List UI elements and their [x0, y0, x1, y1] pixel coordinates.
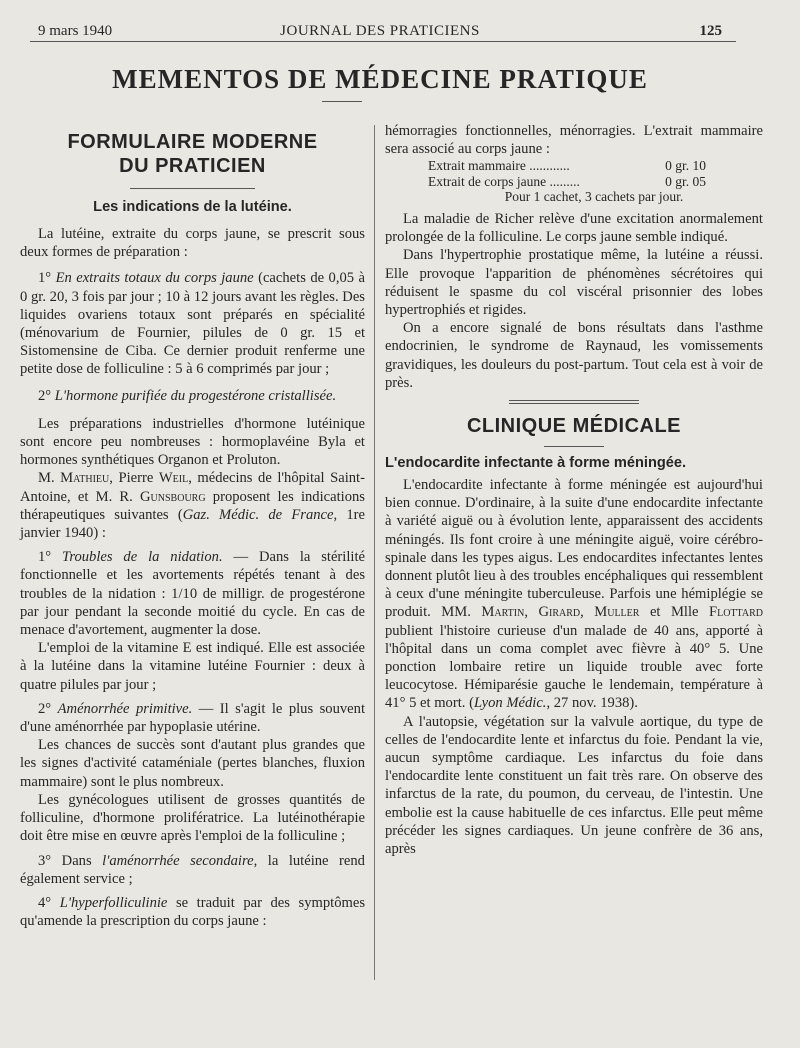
title-underline: [322, 101, 362, 102]
text: La maladie de: [403, 210, 490, 227]
paragraph: [385, 319, 763, 392]
paragraph: [385, 210, 763, 246]
section-rule: [544, 446, 604, 447]
paragraph-text: Les préparations industrielles d'hormone lutéinique sont encore peu nombreuses : hormoplavéine Byla et hormones synthétiques Organon et Proluton.: [20, 415, 365, 469]
paragraph-text: On a encore signalé de bons résultats dans l'asthme endocrinien, le syndrome de Raynaud, les vomissements gravidiques, les douleurs du post-partum. Tout cela est à voir de près.: [385, 320, 763, 391]
paragraph: [20, 387, 365, 405]
prescription-block: [385, 158, 763, 205]
paragraph: [20, 469, 365, 542]
running-header: [38, 21, 722, 41]
author-name: Muller: [594, 604, 640, 621]
paragraph: [20, 791, 365, 846]
paragraph: [20, 736, 365, 791]
header-journal-title: JOURNAL DES PRATICIENS: [280, 23, 480, 39]
paragraph: [385, 713, 763, 859]
text: M.: [38, 470, 55, 487]
citation: Gaz. Médic. de France: [182, 506, 334, 523]
section-title-line-2: DU PRATICIEN: [119, 155, 266, 177]
list-number: 2°: [38, 700, 52, 717]
paragraph-text: A l'autopsie, végétation sur la valvule aortique, du type de celles de l'endocardite lente et infarctus du foie. Pendant la vie, aucun symptôme cardiaque. Les infarctus du foie dans l'endocardite lente constituent un fait très rare. On observe des infarctus de la rate, du poumon, du cerveau, de l'intestin. Une embolie est la cause habituelle de ces infarctus. Elle peut même précéder les signes cardiaques. Un jeune confrère de 36 ans, après: [385, 713, 763, 857]
list-number: 1°: [38, 549, 52, 566]
paragraph: [385, 246, 763, 319]
paragraph: [20, 639, 365, 694]
list-number: 3°: [38, 852, 52, 869]
paragraph-text: La lutéine, extraite du corps jaune, se prescrit sous deux formes de préparation :: [20, 226, 365, 261]
text: , Pierre: [109, 470, 154, 487]
paragraph: [385, 476, 763, 713]
text: proposent les indications thérapeutiques suivantes (: [20, 488, 365, 523]
paragraph-text: se traduit par des symptômes qu'amende la prescription du corps jaune :: [20, 894, 366, 930]
right-column: [385, 122, 763, 858]
section-separator: [509, 400, 639, 404]
text: Dans: [61, 852, 92, 869]
list-number: 4°: [38, 894, 52, 911]
left-column: [20, 122, 365, 930]
paragraph: [20, 269, 365, 378]
ingredient-dose: 0 gr. 05: [665, 173, 706, 189]
paragraph: [20, 700, 365, 736]
author-name: Flottard: [709, 604, 763, 621]
paragraph: [20, 894, 365, 930]
section-rule: [130, 188, 255, 189]
subtitle-luteine: Les indications de la lutéine.: [93, 199, 292, 215]
prescription-footer: Pour 1 cachet, 3 cachets par jour.: [504, 189, 684, 205]
author-name: Mathieu: [60, 470, 110, 487]
text: ,: [524, 604, 528, 621]
text: L'endocardite infectante à forme méningée est aujourd'hui bien connue. D'ordinaire, à la suite d'une endocardite infectante à variété aiguë ou à évolution lente, apparaissent des accidents méningés. Ils font croire à une méningite aiguë, voire cérébro-spinale dans les types aigus. Les endocardites infectantes lentes donnent plutôt lieu à des troubles encéphaliques qui ressemblent à ceux d'une méningite tuberculeuse. Parfois une hémiplégie se produit. MM.: [385, 476, 763, 621]
text: , 1re janvier 1940) :: [20, 506, 365, 542]
text: Richer: [494, 210, 534, 227]
paragraph-text: — Il s'agit le plus souvent d'une aménorrhée par hypoplasie utérine.: [20, 700, 366, 736]
paragraph: [20, 852, 365, 888]
paragraph-text: Les gynécologues utilisent de grosses quantités de folliculine, d'hormone prolifératrice. La lutéinothérapie doit être mise en œuvre après l'emploi de la folliculine ;: [20, 791, 365, 845]
paragraph: [20, 415, 365, 470]
emphasis: Troubles de la nidation.: [62, 549, 223, 566]
list-number: 2°: [38, 387, 52, 404]
paragraph-text: hémorragies fonctionnelles, ménorragies. L'extrait mammaire sera associé au corps jaune :: [385, 123, 763, 158]
author-name: Girard: [538, 604, 581, 621]
text: publient l'histoire curieuse d'un malade de 40 ans, apporté à l'hôpital dans un coma complet avec fièvre à 40° 5. Une ponction lombaire retire un liquide trouble avec forte leucocytose. Hémiparésie gauche le lendemain, température à 41° 5 et mort. (: [385, 622, 763, 712]
header-page-number: 125: [699, 23, 722, 39]
prescription-line: [428, 158, 706, 174]
paragraph-text: Dans l'hypertrophie prostatique même, la lutéine a réussi. Elle provoque l'apparition de phénomènes sécrétoires qui réduisent le spasme du col viscéral prisonnier des lobes hypertrophiés et rigides.: [385, 247, 763, 318]
paragraph-text: Les chances de succès sont d'autant plus grandes que les signes d'activité cataméniale (pertes blanches, fluxion mammaire) sont le plus nombreux.: [20, 737, 365, 790]
emphasis: l'aménorrhée secondaire,: [102, 852, 258, 869]
ingredient-dose: 0 gr. 10: [665, 158, 706, 174]
text: et Mlle: [649, 604, 699, 621]
header-rule: [30, 41, 736, 42]
paragraph: [20, 548, 365, 639]
paragraph-text: — Dans la stérilité fonctionnelle et les avortements répétés tenant à des troubles de la nidation : 1/10 de milligr. de progestérone par jour pendant la seconde moitié du cycle. En cas de menace d'avortement, augmenter la dose.: [20, 549, 365, 639]
emphasis: L'hyperfolliculinie: [59, 894, 168, 911]
emphasis: Aménorrhée primitive.: [57, 700, 193, 717]
list-number: 1°: [38, 270, 52, 287]
text: relève d'une excitation anormalement prolongée de la folliculine. Le corps jaune semble indiqué.: [385, 210, 763, 246]
author-name: Gunsbourg: [140, 488, 206, 505]
author-name: Weil: [158, 470, 189, 487]
citation: Lyon Médic.: [473, 695, 547, 712]
section-title-formulaire: [20, 130, 365, 178]
prescription-line: [428, 174, 706, 190]
subtitle-endocardite: L'endocardite infectante à forme méningée.: [385, 454, 687, 471]
paragraph-text: (cachets de 0,05 à 0 gr. 20, 3 fois par jour ; 10 à 12 jours avant les règles. Des liquides ovariens totaux sont préparés en spécialité (ménovarium de Fournier, pilules de 0 gr. 15 et Sistomensine de Ciba. Ce dernier produit renferme une petite dose de folliculine : 5 à 6 comprimés par jour ;: [20, 270, 365, 378]
emphasis: En extraits totaux du corps jaune: [55, 270, 254, 287]
paragraph: [385, 122, 763, 158]
ingredient-name: Extrait de corps jaune .........: [428, 173, 580, 189]
text: , 27 nov. 1938).: [546, 695, 638, 712]
section-title-clinique: CLINIQUE MÉDICALE: [466, 414, 682, 437]
header-date: 9 mars 1940: [38, 23, 113, 39]
emphasis: L'hormone purifiée du progestérone cristallisée.: [54, 387, 337, 404]
section-title-line-1: FORMULAIRE MODERNE: [67, 131, 318, 153]
text: , médecins de l'hôpital Saint-Antoine, et M. R.: [20, 470, 365, 505]
column-divider: [374, 125, 375, 980]
page-title: MEMENTOS DE MÉDECINE PRATIQUE: [112, 64, 648, 94]
ingredient-name: Extrait mammaire ............: [428, 158, 570, 174]
paragraph-text: la lutéine rend également service ;: [20, 852, 365, 887]
author-name: Martin: [481, 604, 525, 621]
paragraph: [20, 225, 365, 261]
text: ,: [580, 604, 584, 621]
paragraph-text: L'emploi de la vitamine E est indiqué. Elle est associée à la lutéine dans la vitamine lutéine Fournier : deux à quatre pilules par jour ;: [20, 640, 365, 693]
